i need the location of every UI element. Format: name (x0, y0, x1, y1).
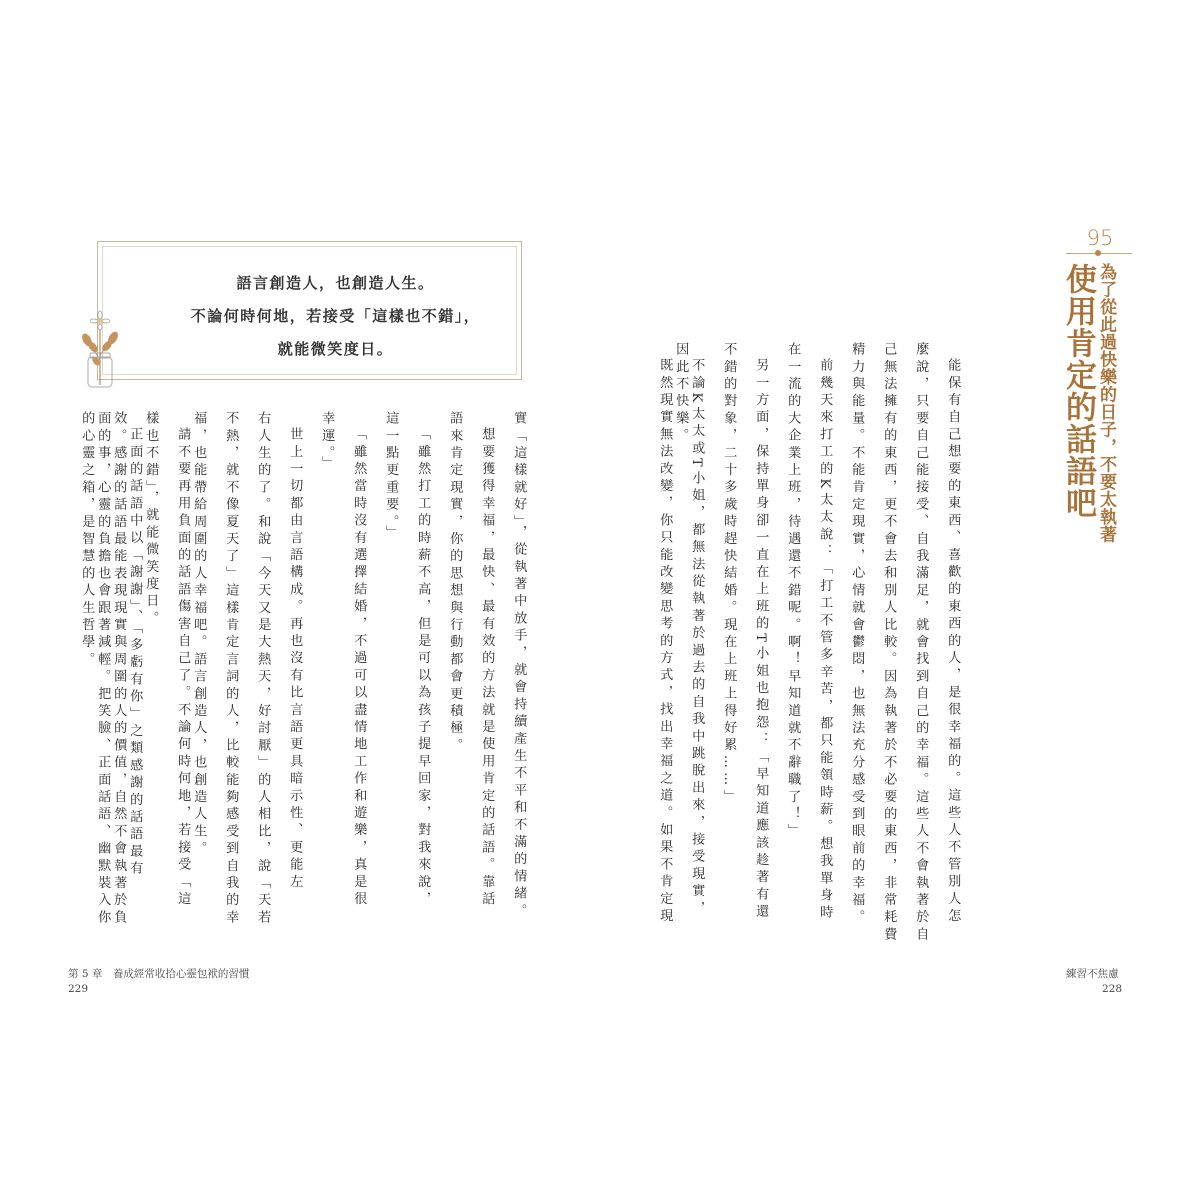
page-number-left: 229 (68, 983, 89, 995)
quote-box (97, 241, 522, 380)
left-text-column: 實「這樣就好」，從執著中放手，就會持續產生不平和不滿的情緒。 (511, 411, 527, 921)
left-text-column: 這一點更重要。」 (383, 411, 399, 542)
flower-vase-illustration (70, 295, 130, 390)
right-text-column: 因此不快樂。 (673, 342, 689, 446)
quote-line-1: 語言創造人，也創造人生。 (236, 274, 435, 292)
book-title-footer: 練習不焦慮 (1066, 968, 1119, 980)
right-text-column: 能保有自己想要的東西、喜歡的東西的人，是很幸福的。這些人不管別人怎 (945, 358, 961, 926)
quote-line-2: 不論何時何地，若接受「這樣也不錯」， (190, 307, 481, 325)
left-text-column: 「雖然當時沒有選擇結婚，不過可以盡情地工作和遊樂，真是很 (351, 427, 367, 909)
page-subtitle: 為了從此過快樂的日子，不要太執著 (1096, 263, 1116, 543)
chapter-footer: 第 5 章 養成經常收拾心靈包袱的習慣 (68, 968, 250, 980)
left-text-column: 效。感謝的話語最能表現現實與周圍的人的價值，自然不會執著於負 (111, 411, 127, 927)
right-text-column: 麼說，只要自己能接受、自我滿足，就會找到自己的幸福。這些人不會執著於自 (913, 342, 929, 944)
right-text-column: 既然現實無法改變，你只能改變思考的方式，找出幸福之道。如果不肯定現 (657, 358, 673, 926)
right-text-column: 己無法擁有的東西，更不會去和別人比較。因為執著於不必要的東西，非常耗費 (881, 342, 897, 944)
left-text-column: 想要獲得幸福，最快、最有效的方法就是使用肯定的話語。靠話 (479, 427, 495, 909)
left-text-column: 語來肯定現實，你的思想與行動都會更積極。 (447, 411, 463, 755)
left-text-column: 不熱，就不像夏天了」這樣肯定言詞的人，比較能夠感受到自我的幸 (223, 411, 239, 927)
right-text-column: 不論K太太或T小姐，都無法從執著於過去的自我中跳脫出來，接受現實， (689, 358, 705, 918)
left-text-column: 右人生的了。和說「今天又是大熱天，好討厭」的人相比，說「天若 (255, 411, 271, 927)
chapter-number: 95 (1086, 226, 1114, 250)
divider-dot-icon (1095, 250, 1101, 256)
page-number-right: 228 (1102, 983, 1123, 995)
left-text-column: 幸運。」 (319, 411, 335, 474)
left-text-column: 請不要再用負面的話語傷害自己了。不論何時何地，若接受「這 (175, 427, 191, 909)
quote-line-3: 就能微笑度日。 (277, 340, 394, 358)
left-text-column: 世上一切都由言語構成。再也沒有比言語更具暗示性、更能左 (287, 427, 303, 892)
right-text-column: 前幾天來打工的K太太說：「打工不管多辛苦，都只能領時薪。想我單身時 (817, 358, 833, 923)
right-text-column: 另一方面，保持單身卻一直在上班的T小姐也抱怨：「早知道應該趁著有還 (753, 358, 769, 922)
left-text-column: 「雖然打工的時薪不高，但是可以為孩子提早回家，對我來說， (415, 427, 431, 909)
right-text-column: 精力與能量。不能肯定現實，心情就會鬱悶，也無法充分感受到眼前的幸福。 (849, 342, 865, 927)
right-text-column: 不錯的對象，二十多歲時趕快結婚。現在上班上得好累……」 (721, 342, 737, 807)
left-text-column: 正面的話語中以「謝謝」、「多虧有你」之類感謝的話語最有 (127, 427, 143, 879)
right-text-column: 在一流的大企業上班，待遇還不錯呢。啊！早知道就不辭職了！」 (785, 342, 801, 841)
left-text-column: 面的事，心靈的負擔也會跟著減輕。把笑臉、正面話語、幽默裝入你 (95, 411, 111, 927)
left-text-column: 的心靈之箱，是智慧的人生哲學。 (79, 411, 95, 669)
left-text-column: 樣也不錯」，就能微笑度日。 (143, 411, 159, 628)
left-text-column: 福，也能帶給周圍的人幸福吧。語言創造人，也創造人生。 (191, 411, 207, 859)
page-title: 使用肯定的話語吧 (1060, 263, 1096, 519)
